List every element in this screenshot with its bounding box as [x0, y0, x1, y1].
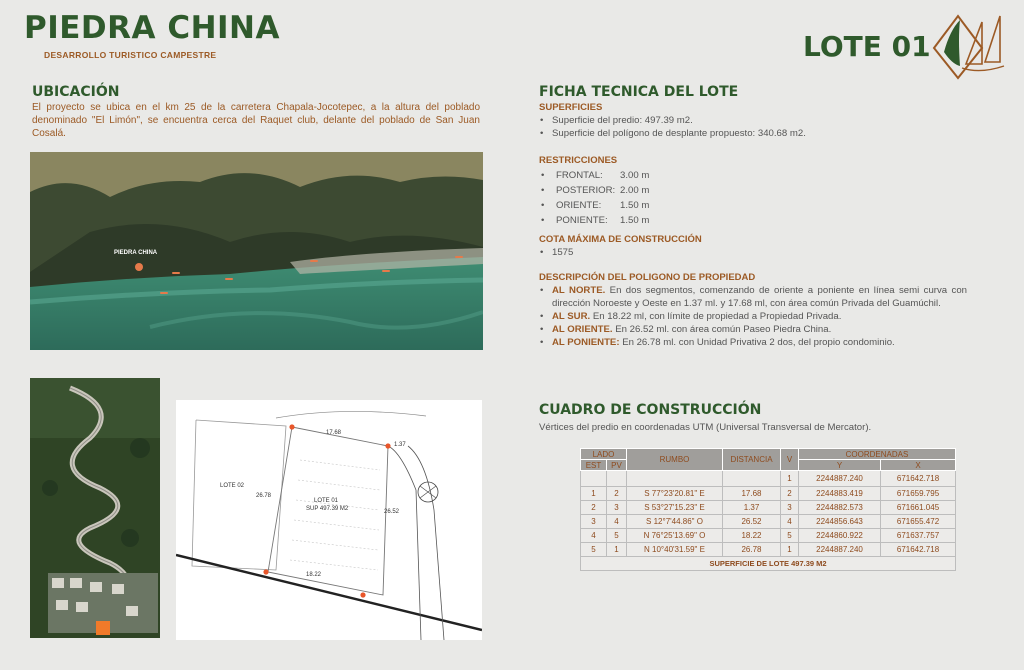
cell-est: 5: [581, 543, 607, 557]
th-lado: LADO: [581, 449, 627, 460]
restriccion-key: ORIENTE:: [556, 200, 602, 211]
superficies-section: [539, 101, 806, 140]
cell-v: 3: [781, 501, 799, 515]
th-x: X: [881, 460, 956, 471]
ubicacion-heading: UBICACIÓN: [32, 84, 120, 100]
th-y: Y: [799, 460, 881, 471]
restricciones-section: RESTRICCIONES • FRONTAL: 3.00 m • POSTERIOR: 2.00 m • ORIENTE: 1.50 m • PONIENTE: 1.50 m: [539, 155, 650, 226]
cell-x: 671659.795: [881, 487, 956, 501]
cell-x: 671642.718: [881, 543, 956, 557]
restriccion-key: POSTERIOR:: [556, 185, 616, 196]
restriccion-key: FRONTAL:: [556, 170, 603, 181]
cell-x: 671655.472: [881, 515, 956, 529]
cell-v: 1: [781, 543, 799, 557]
cell-pv: 2: [607, 487, 627, 501]
construction-table: [580, 448, 956, 571]
descripcion-text: En 26.78 ml. con Unidad Privativa 2 dos, del propio condominio.: [619, 337, 895, 348]
table-row: [581, 529, 956, 543]
cuadro-subtitle: Vértices del predio en coordenadas UTM (Universal Transversal de Mercator).: [539, 422, 872, 433]
cell-pv: 4: [607, 515, 627, 529]
lote-title: LOTE 01: [803, 30, 931, 63]
descripcion-item: [539, 323, 967, 336]
aerial-map-label: PIEDRA CHINA: [114, 250, 158, 256]
cell-y: 2244887.240: [799, 471, 881, 487]
cell-pv: 3: [607, 501, 627, 515]
cell-v: 1: [781, 471, 799, 487]
cuadro-heading: CUADRO DE CONSTRUCCIÓN: [539, 402, 762, 418]
lot-plan-drawing: [176, 400, 482, 640]
cell-x: 671661.045: [881, 501, 956, 515]
cell-v: 4: [781, 515, 799, 529]
restriccion-value: 2.00 m: [620, 185, 650, 196]
surface-total: SUPERFICIE DE LOTE 497.39 M2: [581, 557, 956, 571]
table-row: [581, 487, 956, 501]
plan-label-lote02: LOTE 02: [220, 483, 245, 489]
cell-y: 2244882.573: [799, 501, 881, 515]
th-distancia: DISTANCIA: [723, 449, 781, 471]
table-row: [581, 515, 956, 529]
sailboat-logo-icon: [930, 8, 1010, 80]
plan-dim-top: 17.68: [326, 430, 342, 436]
plan-dim-corner: 1.37: [394, 442, 406, 448]
descripcion-item: [539, 336, 967, 349]
cell-est: 2: [581, 501, 607, 515]
cell-rumbo: N 10°40'31.59" E: [627, 543, 723, 557]
descripcion-text: En 26.52 ml. con área común Paseo Piedra China.: [612, 324, 832, 335]
ubicacion-text: El proyecto se ubica en el km 25 de la carretera Chapala-Jocotepec, a la altura del poblado denominado "El Limón", se encuentra cerca del Raquet club, delante del poblado de San Juan Cosalá.: [32, 102, 480, 139]
descripcion-section: [539, 271, 967, 349]
cell-pv: 1: [607, 543, 627, 557]
cell-distancia: 26.52: [723, 515, 781, 529]
cell-y: 2244883.419: [799, 487, 881, 501]
descripcion-item: [539, 284, 967, 310]
cota-label: COTA MÁXIMA DE CONSTRUCCIÓN: [539, 234, 702, 245]
plan-dim-right: 26.52: [384, 509, 400, 515]
cell-est: 4: [581, 529, 607, 543]
cell-distancia: 1.37: [723, 501, 781, 515]
cell-rumbo: N 76°25'13.69" O: [627, 529, 723, 543]
cell-est: 1: [581, 487, 607, 501]
descripcion-key: AL PONIENTE:: [552, 337, 620, 348]
descripcion-key: AL ORIENTE.: [552, 324, 613, 335]
table-row: [581, 471, 956, 487]
restriccion-value: 3.00 m: [620, 170, 650, 181]
restriccion-value: 1.50 m: [620, 215, 650, 226]
cell-y: 2244887.240: [799, 543, 881, 557]
cota-section: [539, 233, 702, 259]
cell-x: 671642.718: [881, 471, 956, 487]
table-row: [581, 543, 956, 557]
descripcion-item: [539, 310, 967, 323]
aerial-map: [30, 152, 483, 350]
cell-distancia: 26.78: [723, 543, 781, 557]
map-place-tag: [225, 278, 233, 280]
cell-rumbo: S 12°7'44.86" O: [627, 515, 723, 529]
map-place-tag: [172, 272, 180, 274]
map-place-tag: [455, 256, 463, 258]
th-est: EST: [581, 460, 607, 471]
th-pv: PV: [607, 460, 627, 471]
cell-v: 5: [781, 529, 799, 543]
descripcion-key: AL NORTE.: [552, 285, 606, 296]
th-v: V: [781, 449, 799, 471]
descripcion-label: DESCRIPCIÓN DEL POLIGONO DE PROPIEDAD: [539, 272, 756, 283]
cell-y: 2244856.643: [799, 515, 881, 529]
map-place-tag: [382, 270, 390, 272]
plan-dim-left: 26.78: [256, 493, 272, 499]
map-place-tag: [310, 260, 318, 262]
restricciones-label: RESTRICCIONES: [539, 155, 618, 166]
restriccion-value: 1.50 m: [620, 200, 650, 211]
site-aerial-photo: [30, 378, 160, 638]
cell-y: 2244860.922: [799, 529, 881, 543]
plan-label-lote01: LOTE 01: [314, 498, 339, 504]
cell-rumbo: S 77°23'20.81" E: [627, 487, 723, 501]
cell-pv: 5: [607, 529, 627, 543]
cell-x: 671637.757: [881, 529, 956, 543]
descripcion-text: En 18.22 ml, con límite de propiedad a Propiedad Privada.: [590, 311, 842, 322]
descripcion-text: En dos segmentos, comenzando de oriente a poniente en línea semi curva con dirección Noroeste y Oeste en 1.37 ml. y 17.68 ml, con área común Privada del Guamúchil.: [552, 285, 967, 309]
cell-distancia: 17.68: [723, 487, 781, 501]
brand-title: PIEDRA CHINA: [24, 10, 280, 46]
restriccion-key: PONIENTE:: [556, 215, 608, 226]
table-row: [581, 501, 956, 515]
cell-v: 2: [781, 487, 799, 501]
cell-rumbo: S 53°27'15.23" E: [627, 501, 723, 515]
superficie-item: • Superficie del predio: 497.39 m2.: [539, 114, 806, 127]
plan-label-sup: SUP 497.39 M2: [306, 506, 349, 512]
plan-dim-bottom: 18.22: [306, 572, 322, 578]
th-rumbo: RUMBO: [627, 449, 723, 471]
th-coordenadas: COORDENADAS: [799, 449, 956, 460]
map-place-tag: [160, 292, 168, 294]
brand-subtitle: DESARROLLO TURISTICO CAMPESTRE: [44, 50, 217, 60]
cell-distancia: 18.22: [723, 529, 781, 543]
superficies-label: SUPERFICIES: [539, 102, 603, 113]
superficie-item: • Superficie del polígono de desplante propuesto: 340.68 m2.: [539, 127, 806, 140]
table-footer-row: [581, 557, 956, 571]
descripcion-key: AL SUR.: [552, 311, 591, 322]
cota-value: • 1575: [539, 246, 702, 259]
ficha-heading: FICHA TECNICA DEL LOTE: [539, 84, 739, 100]
cell-est: 3: [581, 515, 607, 529]
